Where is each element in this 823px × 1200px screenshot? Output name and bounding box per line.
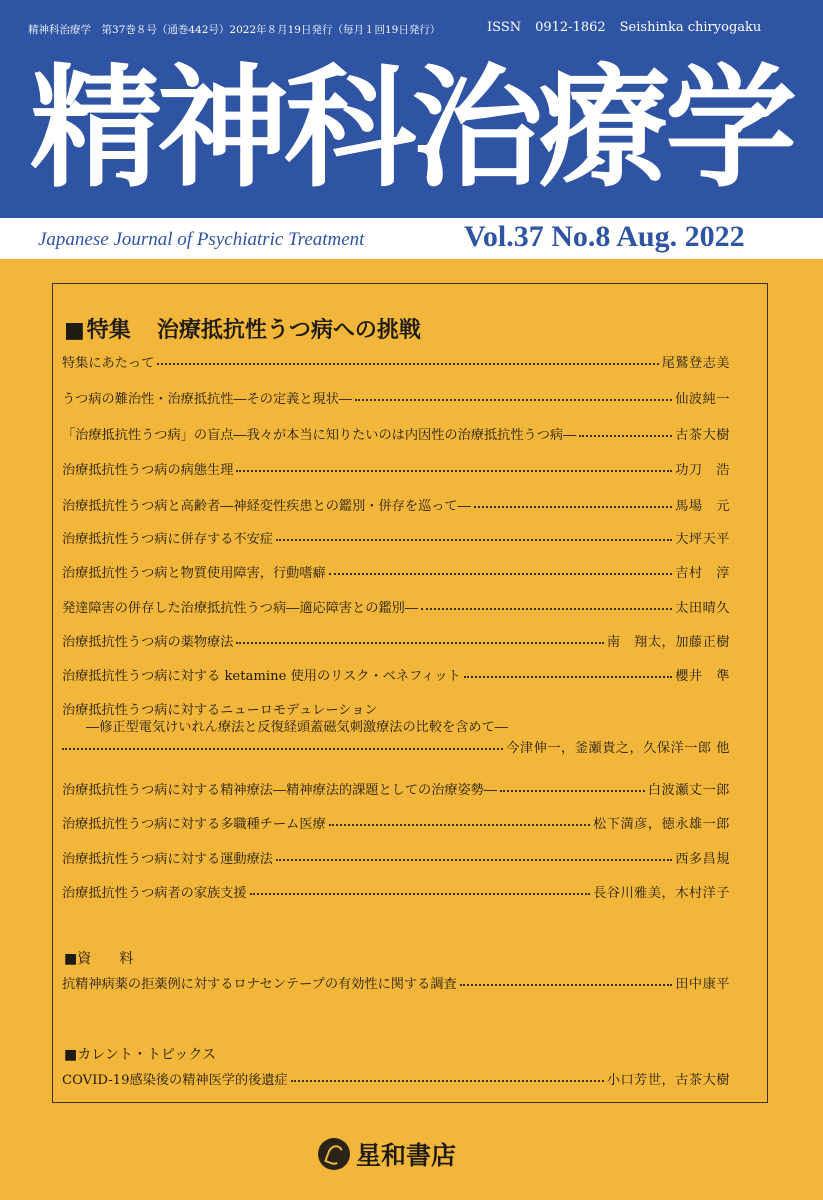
entry-title: 治療抵抗性うつ病と物質使用障害，行動嗜癖 [62,565,326,581]
materials-heading: ■資 料 [64,951,134,967]
entry-title: 治療抵抗性うつ病に対する精神療法―精神療法的課題としての治療姿勢― [62,782,498,798]
dot-leader [500,790,645,792]
dot-leader [579,435,672,437]
entry-title: 治療抵抗性うつ病に対する運動療法 [62,851,273,867]
entry-title: 治療抵抗性うつ病に対する多職種チーム医療 [62,816,326,832]
journal-title: 精神科治療学 [30,52,792,206]
entry-authors: 仙波純一 [675,391,730,407]
dot-leader [236,470,672,472]
toc-entry[interactable] [62,1068,730,1088]
special-feature-heading [64,313,421,344]
toc-entry[interactable] [62,387,730,407]
publication-info: 精神科治療学 第37巻８号（通巻442号）2022年８月19日発行（毎月１回19日発行） [28,24,441,36]
dot-leader [62,748,503,750]
dot-leader [464,676,673,678]
entry-authors: 白波瀬丈一郎 [647,782,730,798]
dot-leader [157,363,658,365]
toc-entry[interactable] [62,561,730,581]
dot-leader [474,506,672,508]
issn-number: 0912-1862 [535,20,606,35]
entry-authors: 小口芳世，古茶大樹 [606,1072,730,1088]
entry-authors: 櫻井 準 [675,668,730,684]
toc-entry[interactable] [62,881,730,901]
dot-leader [329,573,673,575]
entry-authors: 古茶大樹 [675,427,730,443]
toc-entry[interactable] [62,664,730,684]
toc-entry[interactable] [62,494,730,514]
entry-authors: 松下満彦，徳永雄一郎 [593,816,730,832]
square-bullet-icon: ■ [64,318,85,343]
dot-leader [421,608,672,610]
publisher [318,1136,456,1172]
entry-title: 治療抵抗性うつ病者の家族支援 [62,885,247,901]
toc-entry[interactable] [62,423,730,443]
toc-entry-author-line[interactable] [62,736,730,756]
entry-authors: 太田晴久 [675,600,730,616]
toc-entry[interactable] [62,812,730,832]
entry-title: 発達障害の併存した治療抵抗性うつ病―適応障害との鑑別― [62,600,419,616]
entry-title: 治療抵抗性うつ病と高齢者―神経変性疾患との鑑別・併存を巡って― [62,498,471,514]
dot-leader [329,824,590,826]
dot-leader [460,984,673,986]
special-feature-label: 特集 [86,318,131,343]
entry-title: うつ病の難治性・治療抵抗性―その定義と現状― [62,391,353,407]
romaji-title: Seishinka chiryogaku [619,20,762,35]
entry-authors: 馬場 元 [675,498,730,514]
entry-title: 治療抵抗性うつ病に対するニューロモデュレーション [62,702,378,718]
toc-entry[interactable] [62,847,730,867]
entry-authors: 南 翔太，加藤正樹 [606,634,730,650]
dot-leader [250,893,591,895]
publisher-name: 星和書店 [356,1141,457,1170]
entry-authors: 今津伸一，釜瀬貴之，久保洋一郎 他 [506,740,730,756]
entry-title: 「治療抵抗性うつ病」の盲点―我々が本当に知りたいのは内因性の治療抵抗性うつ病― [62,427,577,443]
entry-authors: 尾鷲登志美 [661,355,730,371]
dot-leader [291,1080,604,1082]
publisher-logo-icon [318,1138,350,1170]
toc-entry-title-line[interactable] [62,698,730,718]
toc-entry[interactable] [62,458,730,478]
issn-line [487,20,761,35]
entry-title: 治療抵抗性うつ病に併存する不安症 [62,531,273,547]
entry-authors: 功刀 浩 [675,462,730,478]
dot-leader [276,539,672,541]
entry-subtitle: ―修正型電気けいれん療法と反復経頭蓋磁気刺激療法の比較を含めて― [86,720,508,735]
toc-entry[interactable] [62,596,730,616]
entry-title: 治療抵抗性うつ病の病態生理 [62,462,234,478]
entry-title: COVID-19感染後の精神医学的後遺症 [62,1072,288,1088]
entry-title: 抗精神病薬の拒薬例に対するロナセンテープの有効性に関する調査 [62,976,457,992]
toc-entry[interactable] [62,778,730,798]
toc-entry[interactable] [62,527,730,547]
entry-authors: 西多昌規 [675,851,730,867]
entry-title: 治療抵抗性うつ病に対する ketamine 使用のリスク・ベネフィット [62,668,461,684]
english-subtitle: Japanese Journal of Psychiatric Treatment [38,229,365,250]
toc-entry[interactable] [62,351,730,371]
dot-leader [355,399,672,401]
dot-leader [276,859,672,861]
toc-entry[interactable] [62,972,730,992]
entry-authors: 吉村 淳 [675,565,730,581]
volume-info: Vol.37 No.8 Aug. 2022 [464,220,745,253]
entry-title: 特集にあたって [62,355,155,371]
issn-label: ISSN [487,20,522,35]
current-topics-heading: ■カレント・トピックス [64,1047,217,1063]
entry-authors: 長谷川雅美，木村洋子 [593,885,730,901]
special-feature-title: 治療抵抗性うつ病への挑戦 [156,318,421,343]
entry-title: 治療抵抗性うつ病の薬物療法 [62,634,234,650]
entry-authors: 大坪天平 [675,531,730,547]
toc-entry[interactable] [62,630,730,650]
dot-leader [236,642,603,644]
entry-authors: 田中康平 [675,976,730,992]
